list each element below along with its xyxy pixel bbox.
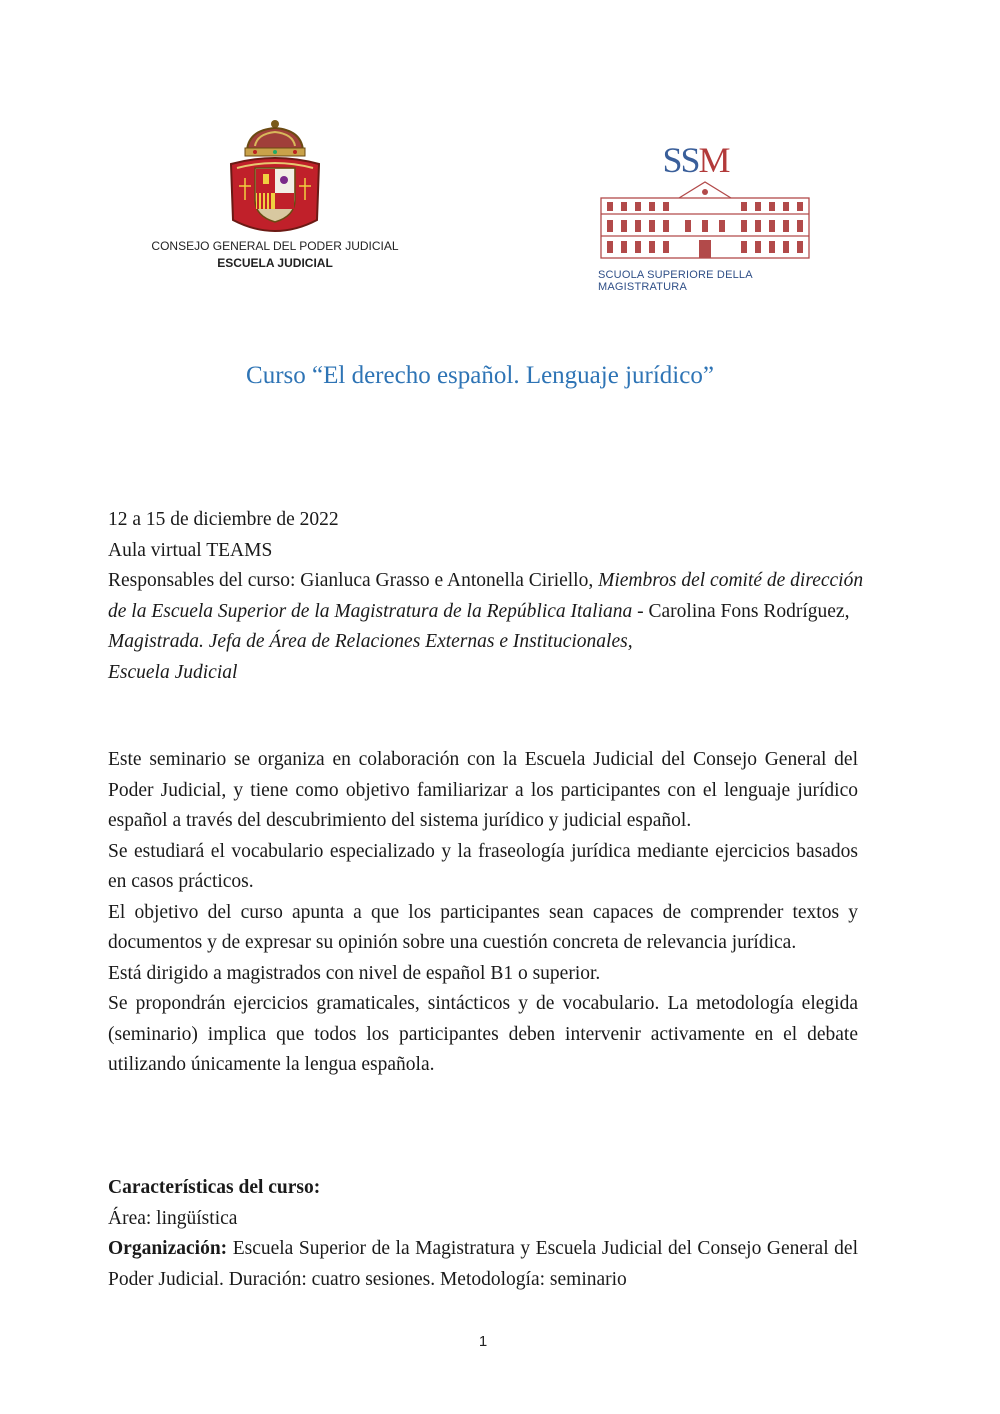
description-paragraph-1: Este seminario se organiza en colaboración con la Escuela Judicial del Consejo General del Poder Judicial, y tiene como objetivo familiarizar a los participantes con el lenguaje jurídico español a través del descubrimiento del sistema jurídico y judicial español.	[108, 749, 858, 831]
description-paragraph-3: El objetivo del curso apunta a que los participantes sean capaces de comprender textos y documentos y de expresar su opinión sobre una cuestión concreta de relevancia jurídica.	[108, 901, 858, 953]
ssm-letters-s: SS	[662, 140, 699, 180]
responsables-role-3: Escuela Judicial	[108, 661, 238, 683]
course-features	[108, 1173, 858, 1295]
course-description	[108, 745, 858, 1081]
palace-building-icon	[599, 178, 811, 262]
responsables-prefix: Responsables del curso: Gianluca Grasso e Antonella Ciriello,	[108, 570, 599, 591]
course-venue: Aula virtual TEAMS	[108, 539, 273, 561]
ssm-logo	[592, 142, 817, 293]
description-paragraph-4: Está dirigido a magistrados con nivel de español B1 o superior.	[108, 962, 601, 984]
features-area: Área: lingüística	[108, 1207, 238, 1229]
ssm-letters-m: M	[698, 140, 729, 180]
course-title: Curso “El derecho español. Lenguaje jurídico”	[246, 362, 714, 389]
org-name-line: CONSEJO GENERAL DEL PODER JUDICIAL	[151, 239, 399, 253]
features-organization	[108, 1234, 858, 1295]
page-number: 1	[478, 1333, 488, 1350]
organization-text: Escuela Superior de la Magistratura y Escuela Judicial del Consejo General del Poder Judicial. Duración: cuatro sesiones. Metodología: seminario	[108, 1238, 858, 1290]
description-paragraph-2: Se estudiará el vocabulario especializado y la fraseología jurídica mediante ejercicios basados en casos prácticos.	[108, 840, 858, 892]
course-info	[108, 505, 868, 688]
cgpj-logo	[150, 116, 400, 272]
organization-label: Organización:	[108, 1238, 228, 1259]
course-dates: 12 a 15 de diciembre de 2022	[108, 509, 339, 530]
features-heading: Características del curso:	[108, 1177, 321, 1198]
course-responsables	[108, 566, 868, 688]
ssm-caption: SCUOLA SUPERIORE DELLA MAGISTRATURA	[598, 269, 753, 293]
responsables-separator: - Carolina Fons Rodríguez,	[632, 600, 850, 622]
responsables-role-2: Magistrada. Jefa de Área de Relaciones Externas e Institucionales,	[108, 631, 633, 652]
coat-of-arms-icon	[225, 116, 325, 238]
org-school-line: ESCUELA JUDICIAL	[217, 256, 333, 270]
description-paragraph-5: Se propondrán ejercicios gramaticales, sintácticos y de vocabulario. La metodología elegida (seminario) implica que todos los participantes deben intervenir activamente en el debate utilizando únicamente la lengua española.	[108, 993, 858, 1075]
ssm-wordmark	[574, 142, 817, 178]
responsables-role-1: Miembros del comité de dirección de la Escuela Superior de la Magistratura de la República Italiana	[108, 570, 864, 622]
